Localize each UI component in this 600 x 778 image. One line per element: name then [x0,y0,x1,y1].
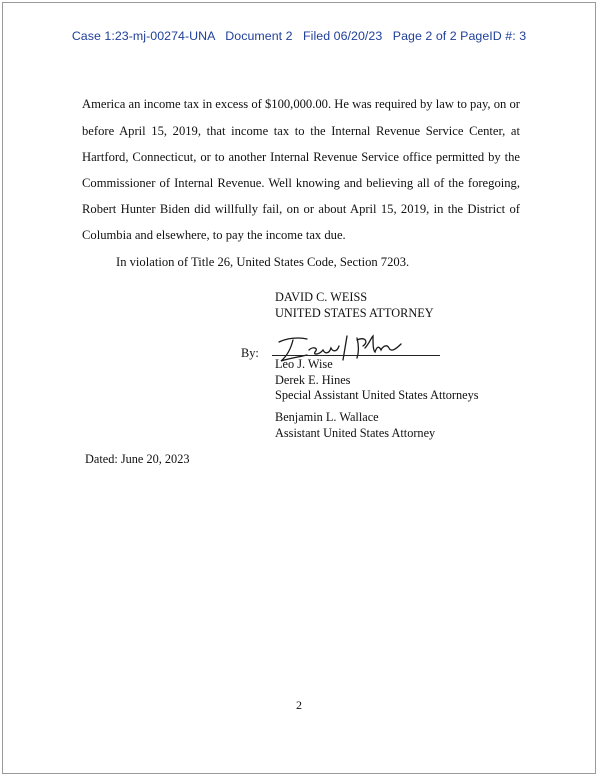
body-line-3: Hartford, Connecticut, or to another Internal Revenue Service office permitted by the [82,150,520,164]
body-line-2: before April 15, 2019, that income tax to the Internal Revenue Service Center, at [82,124,520,138]
signer-derek-hines: Derek E. Hines [275,372,351,387]
wallace-block [275,410,435,441]
violation-line: In violation of Title 26, United States Code, Section 7203. [116,255,410,269]
body-line-1: America an income tax in excess of $100,000.00. He was required by law to pay, on or [82,97,520,111]
signers-block [275,357,479,404]
signer-wallace-title: Assistant United States Attorney [275,425,436,440]
body-line-4: Commissioner of Internal Revenue. Well knowing and believing all of the foregoing, [82,176,520,190]
dated-line: Dated: June 20, 2023 [85,452,190,466]
signature-line [272,355,440,356]
attorney-name: DAVID C. WEISS [275,290,368,304]
case-header: Case 1:23-mj-00274-UNA Document 2 Filed 06/20/23 Page 2 of 2 PageID #: 3 [71,29,527,43]
page-number: 2 [296,698,302,712]
attorney-title: UNITED STATES ATTORNEY [275,305,434,320]
body-line-5: Robert Hunter Biden did willfully fail, on or about April 15, 2019, in the District of [82,202,520,216]
signers-title: Special Assistant United States Attorneys [275,388,479,402]
signer-leo-wise: Leo J. Wise [275,357,333,371]
body-line-6: Columbia and elsewhere, to pay the income tax due. [82,228,346,242]
document-page [2,2,596,774]
signer-benjamin-wallace: Benjamin L. Wallace [275,410,379,424]
attorney-block [275,290,434,321]
by-label: By: [241,346,259,360]
